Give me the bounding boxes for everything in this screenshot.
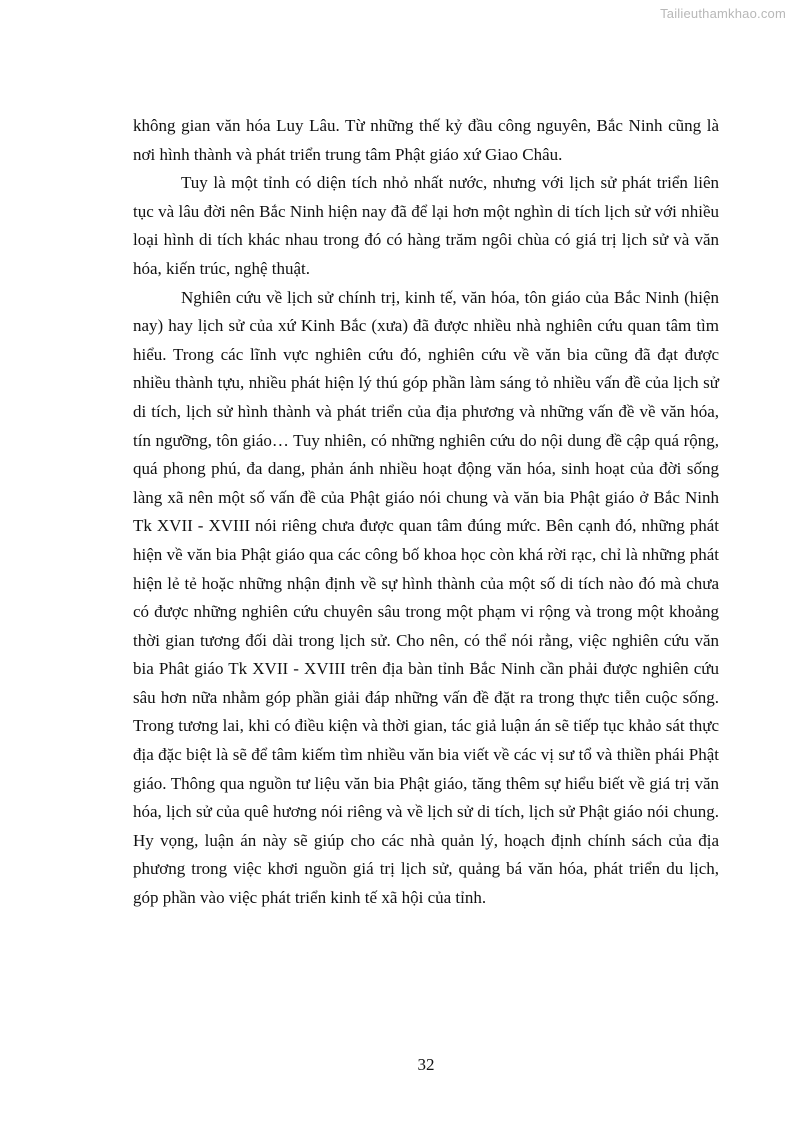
document-body [133, 112, 719, 913]
paragraph-3: Nghiên cứu về lịch sử chính trị, kinh tế, văn hóa, tôn giáo của Bắc Ninh (hiện nay) hay lịch sử của xứ Kinh Bắc (xưa) đã được nhiều nhà nghiên cứu quan tâm tìm hiểu. Trong các lĩnh vực nghiên cứu đó, nghiên cứu về văn bia cũng đã đạt được nhiều thành tựu, nhiều phát hiện lý thú góp phần làm sáng tỏ nhiều vấn đề của lịch sử di tích, lịch sử hình thành và phát triển của địa phương và những vấn đề về văn hóa, tín ngưỡng, tôn giáo… Tuy nhiên, có những nghiên cứu do nội dung đề cập quá rộng, quá phong phú, đa dang, phản ánh nhiều hoạt động văn hóa, sinh hoạt của đời sống làng xã nên một số vấn đề của Phật giáo nói chung và văn bia Phật giáo ở Bắc Ninh Tk XVII - XVIII nói riêng chưa được quan tâm đúng mức. Bên cạnh đó, những phát hiện về văn bia Phật giáo qua các công bố khoa học còn khá rời rạc, chỉ là những phát hiện lẻ tẻ hoặc những nhận định về sự hình thành của một số di tích nào đó mà chưa có được những nghiên cứu chuyên sâu trong một phạm vi rộng và trong một khoảng thời gian tương đối dài trong lịch sử. Cho nên, có thể nói rằng, việc nghiên cứu văn bia Phât giáo Tk XVII - XVIII trên địa bàn tỉnh Bắc Ninh cần phải được nghiên cứu sâu hơn nữa nhằm góp phần giải đáp những vấn đề đặt ra trong thực tiễn cuộc sống. Trong tương lai, khi có điều kiện và thời gian, tác giả luận án sẽ tiếp tục khảo sát thực địa đặc biệt là sẽ để tâm kiếm tìm nhiều văn bia viết về các vị sư tổ và thiền phái Phật giáo. Thông qua nguồn tư liệu văn bia Phật giáo, tăng thêm sự hiểu biết về giá trị văn hóa, lịch sử của quê hương nói riêng và về lịch sử di tích, lịch sử Phật giáo nói chung. Hy vọng, luận án này sẽ giúp cho các nhà quản lý, hoạch định chính sách của địa phương trong việc khơi nguồn giá trị lịch sử, quảng bá văn hóa, phát triển du lịch, góp phần vào việc phát triển kinh tế xã hội của tỉnh. [133, 287, 719, 908]
watermark-text: Tailieuthamkhao.com [660, 6, 786, 21]
paragraph-1: không gian văn hóa Luy Lâu. Từ những thế kỷ đầu công nguyên, Bắc Ninh cũng là nơi hình thành và phát triển trung tâm Phật giáo xứ Giao Châu. [133, 116, 719, 164]
paragraph-2: Tuy là một tỉnh có diện tích nhỏ nhất nước, nhưng với lịch sử phát triển liên tục và lâu đời nên Bắc Ninh hiện nay đã để lại hơn một nghìn di tích lịch sử với nhiều loại hình di tích khác nhau trong đó có hàng trăm ngôi chùa có giá trị lịch sử và văn hóa, kiến trúc, nghệ thuật. [133, 173, 719, 278]
page-number: 32 [417, 1055, 435, 1074]
